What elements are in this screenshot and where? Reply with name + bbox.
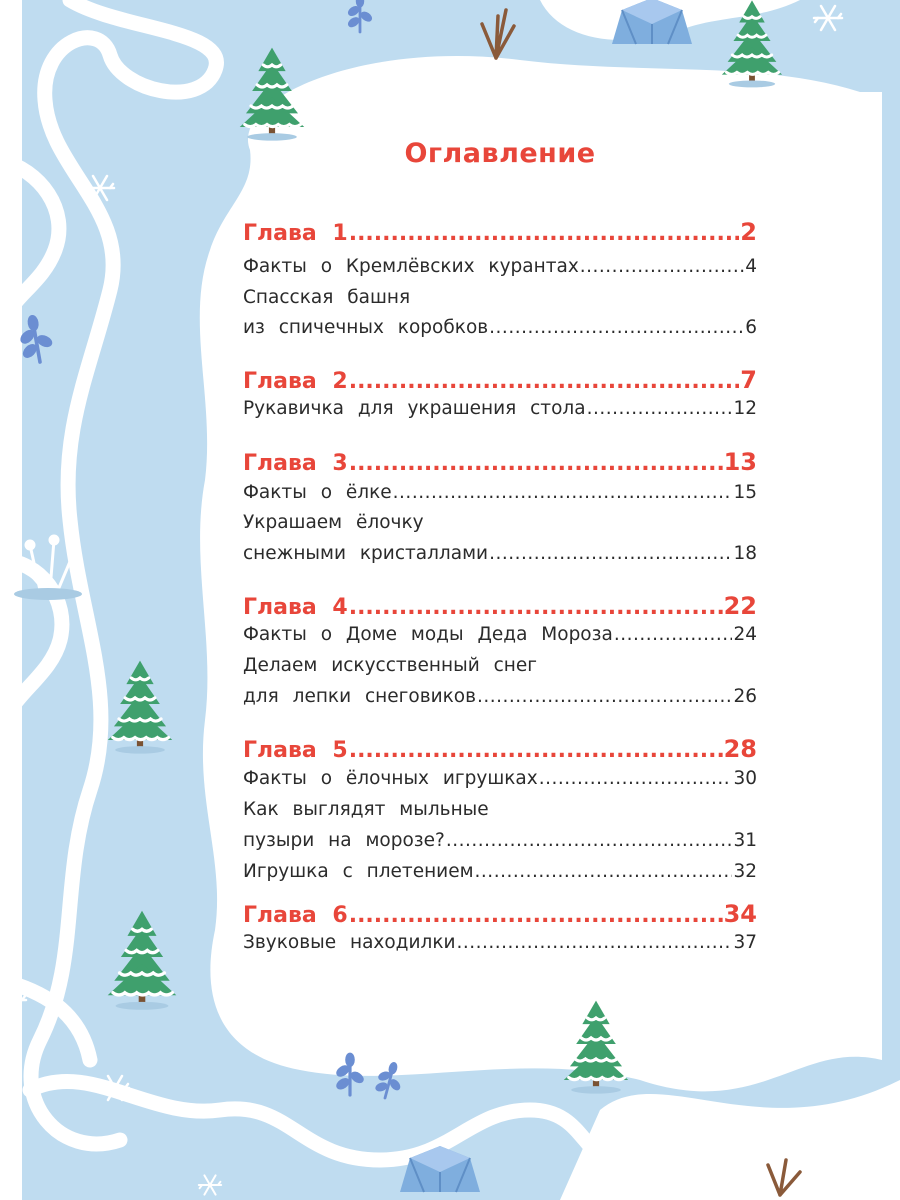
toc-chapter-row — [243, 218, 757, 246]
page-number: 34 — [723, 900, 757, 928]
page-number: 31 — [733, 830, 757, 851]
toc-line: Как выглядят мыльные — [243, 799, 489, 820]
page-number: 4 — [745, 256, 757, 277]
chapter-title: Глава 6 — [243, 903, 348, 928]
entry-title: Факты о ёлке — [243, 482, 392, 503]
page-number: 28 — [723, 735, 757, 763]
page-number: 15 — [733, 482, 757, 503]
page-number: 26 — [733, 686, 757, 707]
dot-leader — [614, 624, 733, 645]
toc-entry-row — [243, 768, 757, 789]
entry-title: Звуковые находилки — [243, 932, 456, 953]
dot-leader — [349, 595, 723, 620]
page-number: 22 — [723, 592, 757, 620]
chapter-title: Глава 4 — [243, 595, 348, 620]
dot-leader — [477, 686, 732, 707]
toc-entry-row — [243, 543, 757, 564]
entry-title: Рукавичка для украшения стола — [243, 398, 586, 419]
toc-entry-row — [243, 624, 757, 645]
dot-leader — [393, 482, 733, 503]
dot-leader — [580, 256, 744, 277]
toc-entry-row — [243, 932, 757, 953]
entry-title: Факты о Доме моды Деда Мороза — [243, 624, 613, 645]
chapter-title: Глава 1 — [243, 221, 348, 246]
entry-title: пузыри на морозе? — [243, 830, 445, 851]
toc-chapter-row — [243, 592, 757, 620]
toc-chapter-row — [243, 366, 757, 394]
page-number: 7 — [740, 366, 757, 394]
toc-chapter-row — [243, 448, 757, 476]
dot-leader — [446, 830, 733, 851]
entry-title: снежными кристаллами — [243, 543, 489, 564]
dot-leader — [489, 317, 744, 338]
dot-leader — [457, 932, 733, 953]
toc-entry-row — [243, 861, 757, 882]
entry-title: из спичечных коробков — [243, 317, 489, 338]
entry-title: Факты о ёлочных игрушках — [243, 768, 538, 789]
dot-leader — [489, 543, 732, 564]
chapter-title: Глава 5 — [243, 738, 348, 763]
page-number: 12 — [733, 398, 757, 419]
page-number: 6 — [745, 317, 757, 338]
dot-leader — [349, 738, 723, 763]
toc-entry-row — [243, 686, 757, 707]
toc-entry-row — [243, 830, 757, 851]
page-number: 13 — [723, 448, 757, 476]
dot-leader — [587, 398, 733, 419]
toc-line: Делаем искусственный снег — [243, 655, 538, 676]
page-number: 32 — [733, 861, 757, 882]
toc-chapter-row — [243, 900, 757, 928]
dot-leader — [539, 768, 733, 789]
dot-leader — [475, 861, 733, 882]
page-number: 18 — [733, 543, 757, 564]
toc-entry-row — [243, 317, 757, 338]
toc-entry-row — [243, 482, 757, 503]
chapter-title: Глава 3 — [243, 451, 348, 476]
page-title: Оглавление — [404, 138, 596, 169]
page-number: 24 — [733, 624, 757, 645]
page-number: 2 — [740, 218, 757, 246]
toc-entry-row — [243, 256, 757, 277]
entry-title: для лепки снеговиков — [243, 686, 477, 707]
dot-leader — [349, 451, 723, 476]
dot-leader — [349, 369, 740, 394]
toc-line: Украшаем ёлочку — [243, 512, 424, 533]
toc-line: Спасская башня — [243, 287, 411, 308]
toc-entry-row — [243, 398, 757, 419]
entry-title: Игрушка с плетением — [243, 861, 474, 882]
entry-title: Факты о Кремлёвских курантах — [243, 256, 579, 277]
dot-leader — [349, 221, 740, 246]
chapter-title: Глава 2 — [243, 369, 348, 394]
toc-chapter-row — [243, 735, 757, 763]
page-number: 37 — [733, 932, 757, 953]
page-number: 30 — [733, 768, 757, 789]
dot-leader — [349, 903, 723, 928]
